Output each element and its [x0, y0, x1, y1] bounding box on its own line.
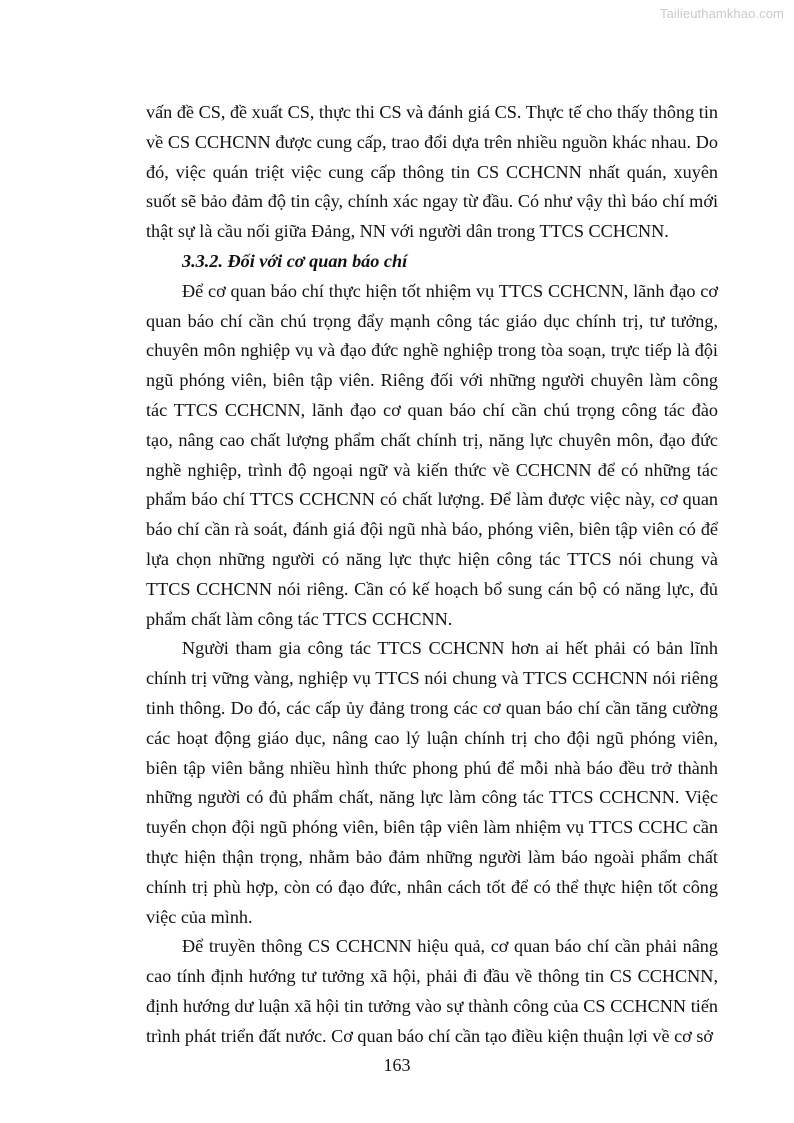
- page-body: [146, 98, 718, 1052]
- page-number: 163: [383, 1055, 411, 1075]
- paragraph: Người tham gia công tác TTCS CCHCNN hơn ai hết phải có bản lĩnh chính trị vững vàng, nghiệp vụ TTCS nói chung và TTCS CCHCNN nói riêng tinh thông. Do đó, các cấp ủy đảng trong các cơ quan báo chí cần tăng cường các hoạt động giáo dục, nâng cao lý luận chính trị cho đội ngũ phóng viên, biên tập viên bằng nhiều hình thức phong phú để mỗi nhà báo đều trở thành những người có đủ phẩm chất, năng lực làm công tác TTCS CCHCNN. Việc tuyển chọn đội ngũ phóng viên, biên tập viên làm nhiệm vụ TTCS CCHC cần thực hiện thận trọng, nhằm bảo đảm những người làm báo ngoài phẩm chất chính trị phù hợp, còn có đạo đức, nhân cách tốt để có thể thực hiện tốt công việc của mình.: [146, 638, 718, 927]
- paragraph: Để truyền thông CS CCHCNN hiệu quả, cơ quan báo chí cần phải nâng cao tính định hướng tư tưởng xã hội, phải đi đầu về thông tin CS CCHCNN, định hướng dư luận xã hội tin tưởng vào sự thành công của CS CCHCNN tiến trình phát triển đất nước. Cơ quan báo chí cần tạo điều kiện thuận lợi về cơ sở: [146, 936, 718, 1046]
- section-heading: 3.3.2. Đối với cơ quan báo chí: [182, 250, 408, 271]
- watermark-text: Tailieuthamkhao.com: [659, 6, 784, 21]
- paragraph-continuation: vấn đề CS, đề xuất CS, thực thi CS và đánh giá CS. Thực tế cho thấy thông tin về CS CCHCNN được cung cấp, trao đổi dựa trên nhiều nguồn khác nhau. Do đó, việc quán triệt việc cung cấp thông tin CS CCHCNN nhất quán, xuyên suốt sẽ bảo đảm độ tin cậy, chính xác ngay từ đầu. Có như vậy thì báo chí mới thật sự là cầu nối giữa Đảng, NN với người dân trong TTCS CCHCNN.: [146, 102, 718, 242]
- paragraph: Để cơ quan báo chí thực hiện tốt nhiệm vụ TTCS CCHCNN, lãnh đạo cơ quan báo chí cần chú trọng đẩy mạnh công tác giáo dục chính trị, tư tưởng, chuyên môn nghiệp vụ và đạo đức nghề nghiệp trong tòa soạn, trực tiếp là đội ngũ phóng viên, biên tập viên. Riêng đối với những người chuyên làm công tác TTCS CCHCNN, lãnh đạo cơ quan báo chí cần chú trọng công tác đào tạo, nâng cao chất lượng phẩm chất chính trị, năng lực chuyên môn, đạo đức nghề nghiệp, trình độ ngoại ngữ và kiến thức về CCHCNN để có những tác phẩm báo chí TTCS CCHCNN có chất lượng. Để làm được việc này, cơ quan báo chí cần rà soát, đánh giá đội ngũ nhà báo, phóng viên, biên tập viên có để lựa chọn những người có năng lực thực hiện công tác TTCS nói chung và TTCS CCHCNN nói riêng. Cần có kế hoạch bổ sung cán bộ có năng lực, đủ phẩm chất làm công tác TTCS CCHCNN.: [146, 280, 718, 629]
